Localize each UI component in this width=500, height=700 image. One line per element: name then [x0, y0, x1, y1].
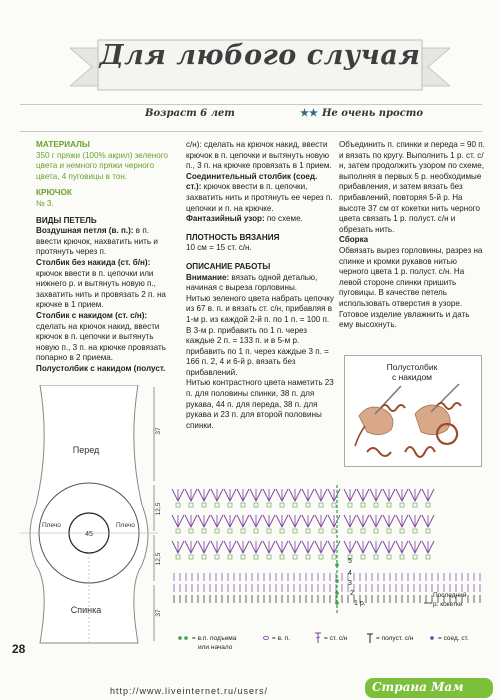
single-crochet-desc: Столбик без накида (ст. б/н): крючок ввести в п. цепочки или нижнего р. и вытянуть новую п., захватить нить и провязать 2 п. на крючке в 1 прием.: [36, 257, 166, 310]
chart-square-symbol: [254, 529, 258, 533]
chart-square-symbol: [280, 555, 284, 559]
front-label: Перед: [72, 445, 100, 455]
column-1: [36, 140, 176, 374]
row-label-5: 5: [348, 558, 352, 565]
stitches-heading: ВИДЫ ПЕТЕЛЬ: [36, 215, 97, 225]
dim-mid-2: 12,5: [155, 552, 162, 566]
chart-square-symbol: [228, 503, 232, 507]
chart-square-symbol: [387, 555, 391, 559]
chart-square-symbol: [374, 529, 378, 533]
materials-heading: МАТЕРИАЛЫ: [36, 140, 90, 149]
chart-square-symbol: [228, 529, 232, 533]
chart-square-symbol: [306, 503, 310, 507]
difficulty-label: [300, 108, 423, 119]
chart-square-symbol: [215, 503, 219, 507]
chart-square-symbol: [176, 529, 180, 533]
hook-heading: КРЮЧОК: [36, 188, 72, 198]
chart-square-symbol: [215, 555, 219, 559]
chart-square-symbol: [348, 529, 352, 533]
chart-square-symbol: [374, 503, 378, 507]
gauge-text: 10 см = 15 ст. с/н.: [186, 243, 252, 253]
column-3: [339, 140, 485, 331]
materials-text: 350 г пряжи (100% акрил) зеленого цвета и немного пряжи черного цвета, 4 пуговицы в тон.: [36, 150, 169, 181]
chart-square-symbol: [319, 503, 323, 507]
chart-square-symbol: [306, 555, 310, 559]
chart-square-symbol: [387, 529, 391, 533]
chart-square-symbol: [400, 503, 404, 507]
chart-square-symbol: [228, 555, 232, 559]
chart-square-symbol: [319, 529, 323, 533]
last-row-label-1: Последний: [433, 592, 467, 599]
chart-square-symbol: [254, 503, 258, 507]
half-double-desc: с/н): сделать на крючок накид, ввести крючок в п. цепочки и вытянуть новую п., 3 п. на крючке провязать в 1 прием.: [186, 140, 332, 171]
row-label-3: 3: [348, 580, 352, 587]
chart-legend: [172, 630, 492, 656]
chart-symbols: [172, 489, 480, 605]
chart-square-symbol: [306, 529, 310, 533]
half-double-title: Полустолбик с накидом (полуст.: [36, 363, 166, 373]
row-label-2: 2: [350, 590, 354, 597]
chart-square-symbol: [189, 529, 193, 533]
shoulder-right-label: Плечо: [116, 522, 135, 529]
legend-item-1a: = в.п. подъема: [192, 635, 237, 642]
chart-square-symbol: [202, 529, 206, 533]
footer-url[interactable]: http://www.liveinternet.ru/users/: [110, 686, 269, 696]
chart-square-symbol: [387, 503, 391, 507]
assembly-heading: Сборка: [339, 235, 369, 245]
chart-square-symbol: [280, 529, 284, 533]
chain-stitch-desc: Воздушная петля (в. п.): в п. ввести крючок, нахватить нить и протянуть через п.: [36, 226, 158, 257]
chart-square-symbol: [332, 555, 336, 559]
chart-square-symbol: [426, 555, 430, 559]
legend-item-4: = полуст. с/н: [376, 635, 414, 642]
dim-mid-1: 12,5: [155, 502, 162, 516]
chart-square-symbol: [413, 503, 417, 507]
gauge-heading: ПЛОТНОСТЬ ВЯЗАНИЯ: [186, 232, 280, 242]
chart-square-symbol: [361, 503, 365, 507]
work-para-3: Объединить п. спинки и переда = 90 п. и вязать по кругу. Выполнить 1 р. ст. с/н, затем продолжить узором по схеме, выполняя в первых 5 р. необходимые прибавления, и затем вязать без прибавлений, повторяя 5-й р. На высоте 37 см от кокетки нить черного цвета связать 1 р. полуст. с/н и обрезать нить.: [339, 140, 485, 234]
chart-square-symbol: [189, 555, 193, 559]
garment-schematic: [20, 385, 166, 645]
work-para-1: Нитью зеленого цвета набрать цепочку из 67 в. п. и вязать ст. с/н, прибавляя в 1-м р. из каждой 2-й п. по 1 п. = 100 п. В 3-м р. прибавить по 1 п. через каждые 2 п. = 133 п. и в 5-м р. прибавить по 1 п. через каждые 3 п. = 166 п. 2, 4 и 6-й р. вязать без прибавлений.: [186, 293, 334, 377]
site-logo-text: Страна Мам: [372, 680, 464, 694]
chart-square-symbol: [361, 555, 365, 559]
chart-square-symbol: [267, 555, 271, 559]
legend-item-5: = соед. ст.: [438, 635, 469, 642]
chart-square-symbol: [293, 555, 297, 559]
chart-square-symbol: [426, 503, 430, 507]
column-2: [186, 140, 334, 431]
difficulty-stars: ★★: [300, 108, 318, 119]
chart-square-symbol: [241, 503, 245, 507]
double-crochet-desc: Столбик с накидом (ст. с/н): сделать на крючок накид, ввести крючок в п. цепочки и вытянуть новую п., 3 п. на крючке провязать попарно в 2 приема.: [36, 310, 166, 363]
page-title: Для любого случая: [99, 40, 421, 71]
chart-square-symbol: [426, 529, 430, 533]
slip-stitch-desc: Соединительный столбик (соед. ст.): крючок ввести в п. цепочки, захватить нить и протянуть ее через п. цепочки и п. на крючке.: [186, 171, 333, 213]
assembly-text: Обвязать вырез горловины, разрез на спинке и кромки рукавов нитью черного цвета 1 р. полуст. с/н. На левой стороне спинки пришить пуговицы. В качестве петель использовать отверстия в узоре. Готовое изделие увлажнить и дать ему высохнуть.: [339, 245, 483, 330]
last-row-label-2: р. кокетки: [433, 601, 463, 608]
chart-square-symbol: [332, 529, 336, 533]
legend-item-1b: или начало: [198, 644, 233, 651]
legend-item-2: = в. п.: [272, 635, 290, 642]
hook-text: № 3.: [36, 198, 54, 208]
chart-square-symbol: [413, 555, 417, 559]
age-label: Возраст 6 лет: [145, 108, 235, 119]
attention-text: Внимание: вязать одной деталью, начиная с выреза горловины.: [186, 272, 318, 293]
fancy-pattern-desc: Фантазийный узор: по схеме.: [186, 214, 303, 224]
row-label-4: 4: [348, 570, 352, 577]
chart-square-symbol: [176, 555, 180, 559]
back-label: Спинка: [70, 605, 102, 615]
dim-bottom: 37: [155, 609, 162, 617]
chart-square-symbol: [254, 555, 258, 559]
work-heading: ОПИСАНИЕ РАБОТЫ: [186, 261, 271, 271]
chart-square-symbol: [348, 503, 352, 507]
photo-title: Полустолбик с накидом: [386, 362, 438, 382]
shoulder-left-label: Плечо: [42, 522, 61, 529]
row-label-1: 1 р.: [354, 600, 366, 607]
work-para-2: Нитью контрастного цвета наметить 23 п. для половины спинки, 38 п. для рукава, 44 п. для переда, 38 п. для рукава и 23 п. для второй половины спинки.: [186, 378, 334, 430]
chart-square-symbol: [189, 503, 193, 507]
difficulty-text: Не очень просто: [321, 108, 424, 119]
chart-square-symbol: [293, 529, 297, 533]
chart-square-symbol: [400, 555, 404, 559]
chart-square-symbol: [280, 503, 284, 507]
chart-square-symbol: [241, 555, 245, 559]
chart-square-symbol: [332, 503, 336, 507]
chart-square-symbol: [267, 529, 271, 533]
dim-top: 37: [155, 427, 162, 435]
chart-square-symbol: [241, 529, 245, 533]
chart-square-symbol: [374, 555, 378, 559]
chart-square-symbol: [319, 555, 323, 559]
chart-square-symbol: [400, 529, 404, 533]
chart-square-symbol: [215, 529, 219, 533]
chart-square-symbol: [202, 503, 206, 507]
legend-item-3: = ст. с/н: [324, 635, 348, 642]
chart-square-symbol: [176, 503, 180, 507]
page-number: 28: [12, 642, 26, 656]
neck-size-label: 45: [85, 531, 93, 538]
chart-square-symbol: [293, 503, 297, 507]
crochet-chart: [170, 485, 492, 620]
chart-square-symbol: [202, 555, 206, 559]
chart-square-symbol: [413, 529, 417, 533]
chart-square-symbol: [267, 503, 271, 507]
chart-square-symbol: [361, 529, 365, 533]
